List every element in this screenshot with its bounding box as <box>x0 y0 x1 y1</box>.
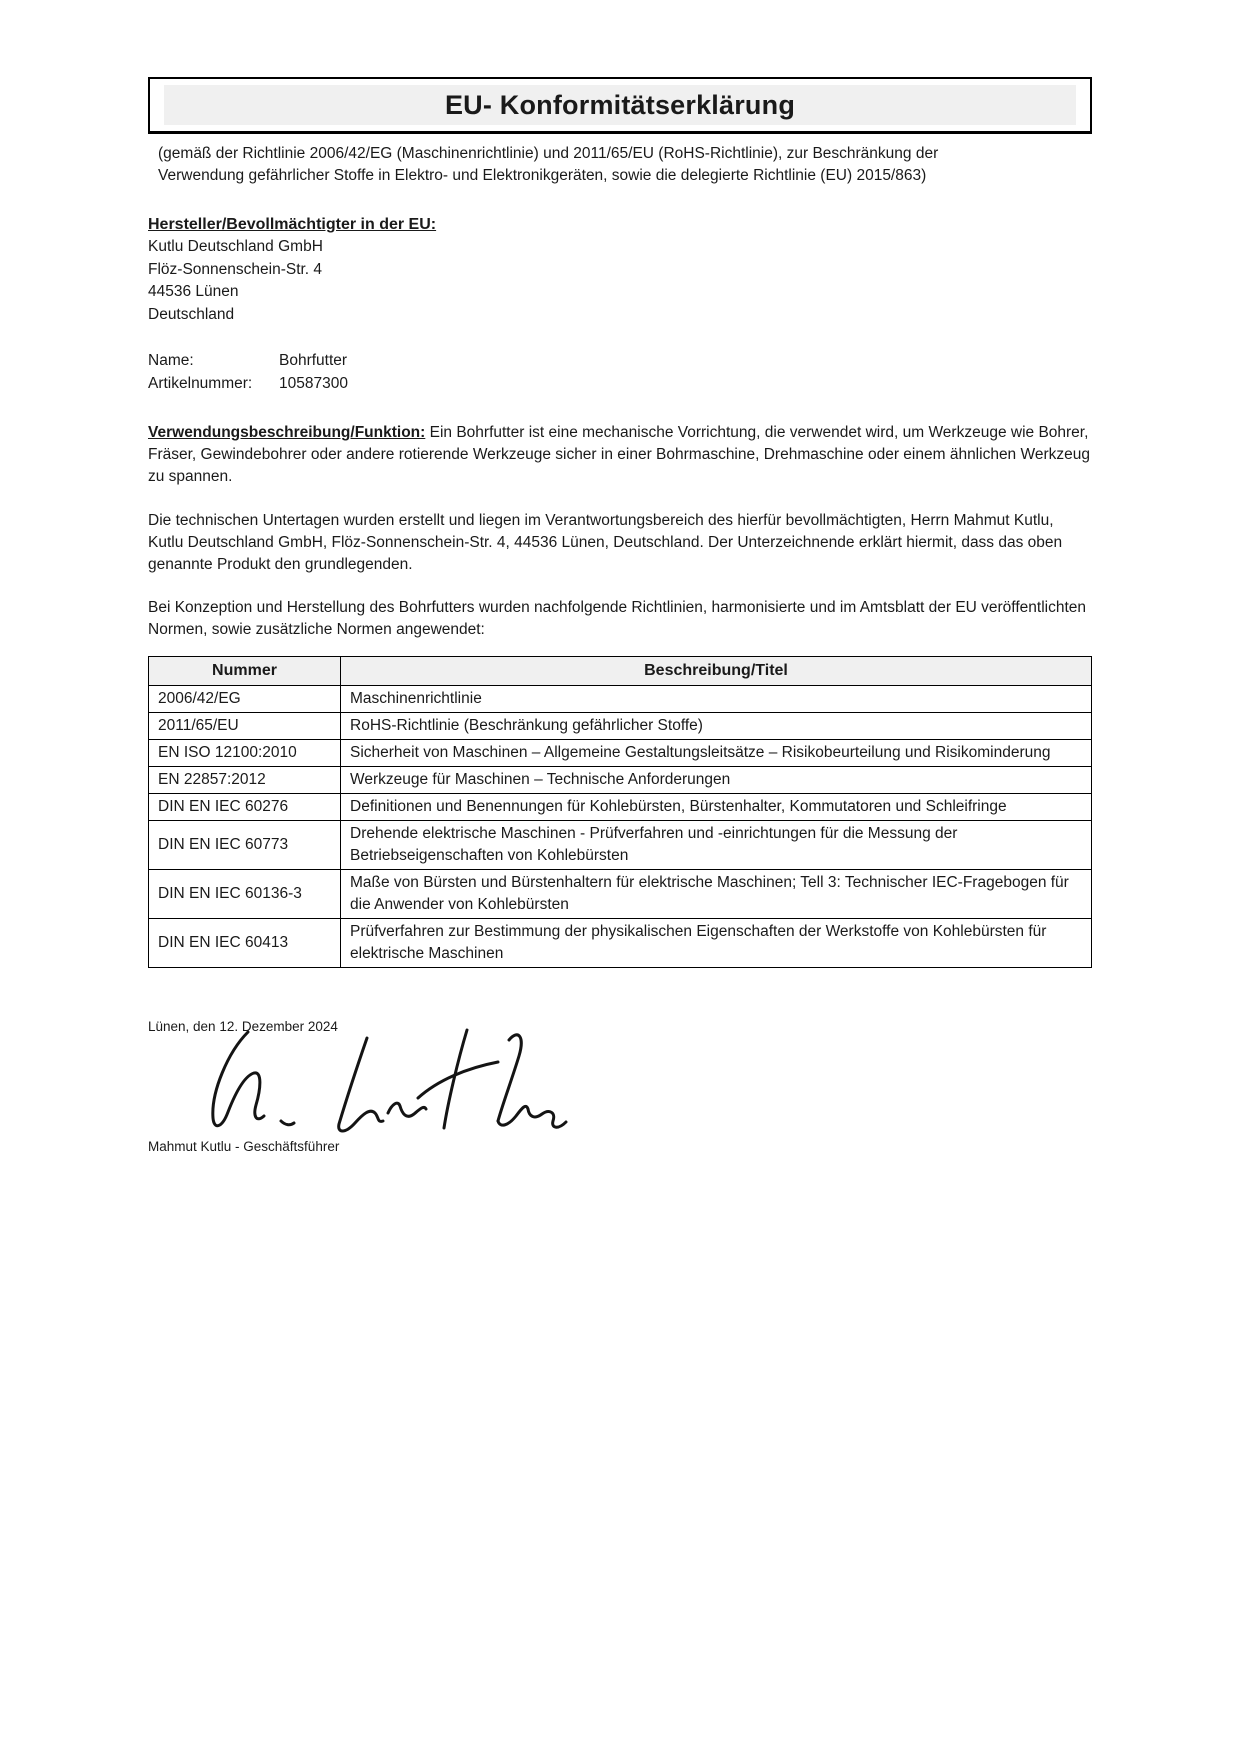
column-header-beschreibung: Beschreibung/Titel <box>341 657 1092 686</box>
product-article-label: Artikelnummer: <box>148 375 253 392</box>
product-name-row <box>148 349 1092 372</box>
standard-title-cell: Prüfverfahren zur Bestimmung der physikalischen Eigenschaften der Werkstoffe von Kohlebürsten für elektrische Maschinen <box>341 919 1092 968</box>
product-article-row <box>148 372 1092 395</box>
product-info <box>148 349 1092 395</box>
standard-title-cell: Werkzeuge für Maschinen – Technische Anforderungen <box>341 767 1092 794</box>
standard-number-cell: EN ISO 12100:2010 <box>149 740 341 767</box>
handwritten-signature-icon <box>162 1020 592 1138</box>
subtitle <box>158 143 980 187</box>
standards-table-body <box>149 686 1092 968</box>
table-row <box>149 740 1092 767</box>
standard-title-cell: Maße von Bürsten und Bürstenhaltern für elektrische Maschinen; Tell 3: Technischer IEC-Fragebogen für die Anwender von Kohlebürsten <box>341 870 1092 919</box>
manufacturer-company: Kutlu Deutschland GmbH <box>148 238 323 255</box>
table-row <box>149 686 1092 713</box>
table-row <box>149 821 1092 870</box>
standard-title-cell: Drehende elektrische Maschinen - Prüfverfahren und -einrichtungen für die Messung der Betriebseigenschaften von Kohlebürsten <box>341 821 1092 870</box>
product-name-value: Bohrfutter <box>279 352 348 369</box>
manufacturer-country: Deutschland <box>148 305 235 323</box>
signature-place-date: Lünen, den 12. Dezember 2024 <box>148 1019 338 1034</box>
usage-description-paragraph <box>148 422 1092 488</box>
usage-description-heading: Verwendungsbeschreibung/Funktion: <box>148 424 426 441</box>
signer-name: Mahmut Kutlu - Geschäftsführer <box>148 1139 340 1154</box>
standard-title-cell: Maschinenrichtlinie <box>341 686 1092 713</box>
standard-title-cell: Definitionen und Benennungen für Kohlebürsten, Bürstenhalter, Kommutatoren und Schleifringe <box>341 794 1092 821</box>
manufacturer-street: Flöz-Sonnenschein-Str. 4 <box>148 260 323 278</box>
standards-intro-paragraph: Bei Konzeption und Herstellung des Bohrfutters wurden nachfolgende Richtlinien, harmonisierte und im Amtsblatt der EU veröffentlichten Normen, sowie zusätzliche Normen angewendet: <box>148 599 1086 638</box>
standard-number-cell: DIN EN IEC 60136-3 <box>149 870 341 919</box>
standard-number-cell: DIN EN IEC 60413 <box>149 919 341 968</box>
table-row <box>149 713 1092 740</box>
product-name-label: Name: <box>148 352 194 369</box>
table-row <box>149 870 1092 919</box>
table-header-row <box>149 657 1092 686</box>
standard-title-cell: RoHS-Richtlinie (Beschränkung gefährlicher Stoffe) <box>341 713 1092 740</box>
manufacturer-heading: Hersteller/Bevollmächtigter in der EU: <box>148 216 437 233</box>
standards-table <box>148 656 1092 968</box>
technical-docs-paragraph: Die technischen Untertagen wurden erstellt und liegen im Verantwortungsbereich des hierfür bevollmächtigten, Herrn Mahmut Kutlu, Kutlu Deutschland GmbH, Flöz-Sonnenschein-Str. 4, 44536 Lünen, Deutschland. Der Unterzeichnende erklärt hiermit, dass das oben genannte Produkt den grundlegenden. <box>148 512 1063 573</box>
table-row <box>149 919 1092 968</box>
standard-number-cell: DIN EN IEC 60773 <box>149 821 341 870</box>
standard-number-cell: 2011/65/EU <box>149 713 341 740</box>
column-header-nummer: Nummer <box>149 657 341 686</box>
subtitle-line-1: (gemäß der Richtlinie 2006/42/EG (Maschinenrichtlinie) und 2011/65/EU (RoHS-Richtlinie), zur Beschränkung der <box>158 145 939 162</box>
standard-number-cell: EN 22857:2012 <box>149 767 341 794</box>
usage-description-text: Ein Bohrfutter ist eine mechanische Vorrichtung, die verwendet wird, um Werkzeuge wie Bohrer, Fräser, Gewindebohrer oder andere rotierende Werkzeuge sicher in einer Bohrmaschine, Drehmaschine oder einem ähnlichen Werkzeug zu spannen. <box>148 424 1090 485</box>
table-row <box>149 794 1092 821</box>
page-title: EU- Konformitätserklärung <box>164 85 1076 125</box>
table-row <box>149 767 1092 794</box>
subtitle-line-2: Verwendung gefährlicher Stoffe in Elektro- und Elektronikgeräten, sowie die delegierte Richtlinie (EU) 2015/863) <box>158 167 927 184</box>
manufacturer-city: 44536 Lünen <box>148 283 239 300</box>
standard-title-cell: Sicherheit von Maschinen – Allgemeine Gestaltungsleitsätze – Risikobeurteilung und Risikominderung <box>341 740 1092 767</box>
title-box <box>148 77 1092 134</box>
product-article-value: 10587300 <box>279 375 348 392</box>
standard-number-cell: DIN EN IEC 60276 <box>149 794 341 821</box>
standard-number-cell: 2006/42/EG <box>149 686 341 713</box>
